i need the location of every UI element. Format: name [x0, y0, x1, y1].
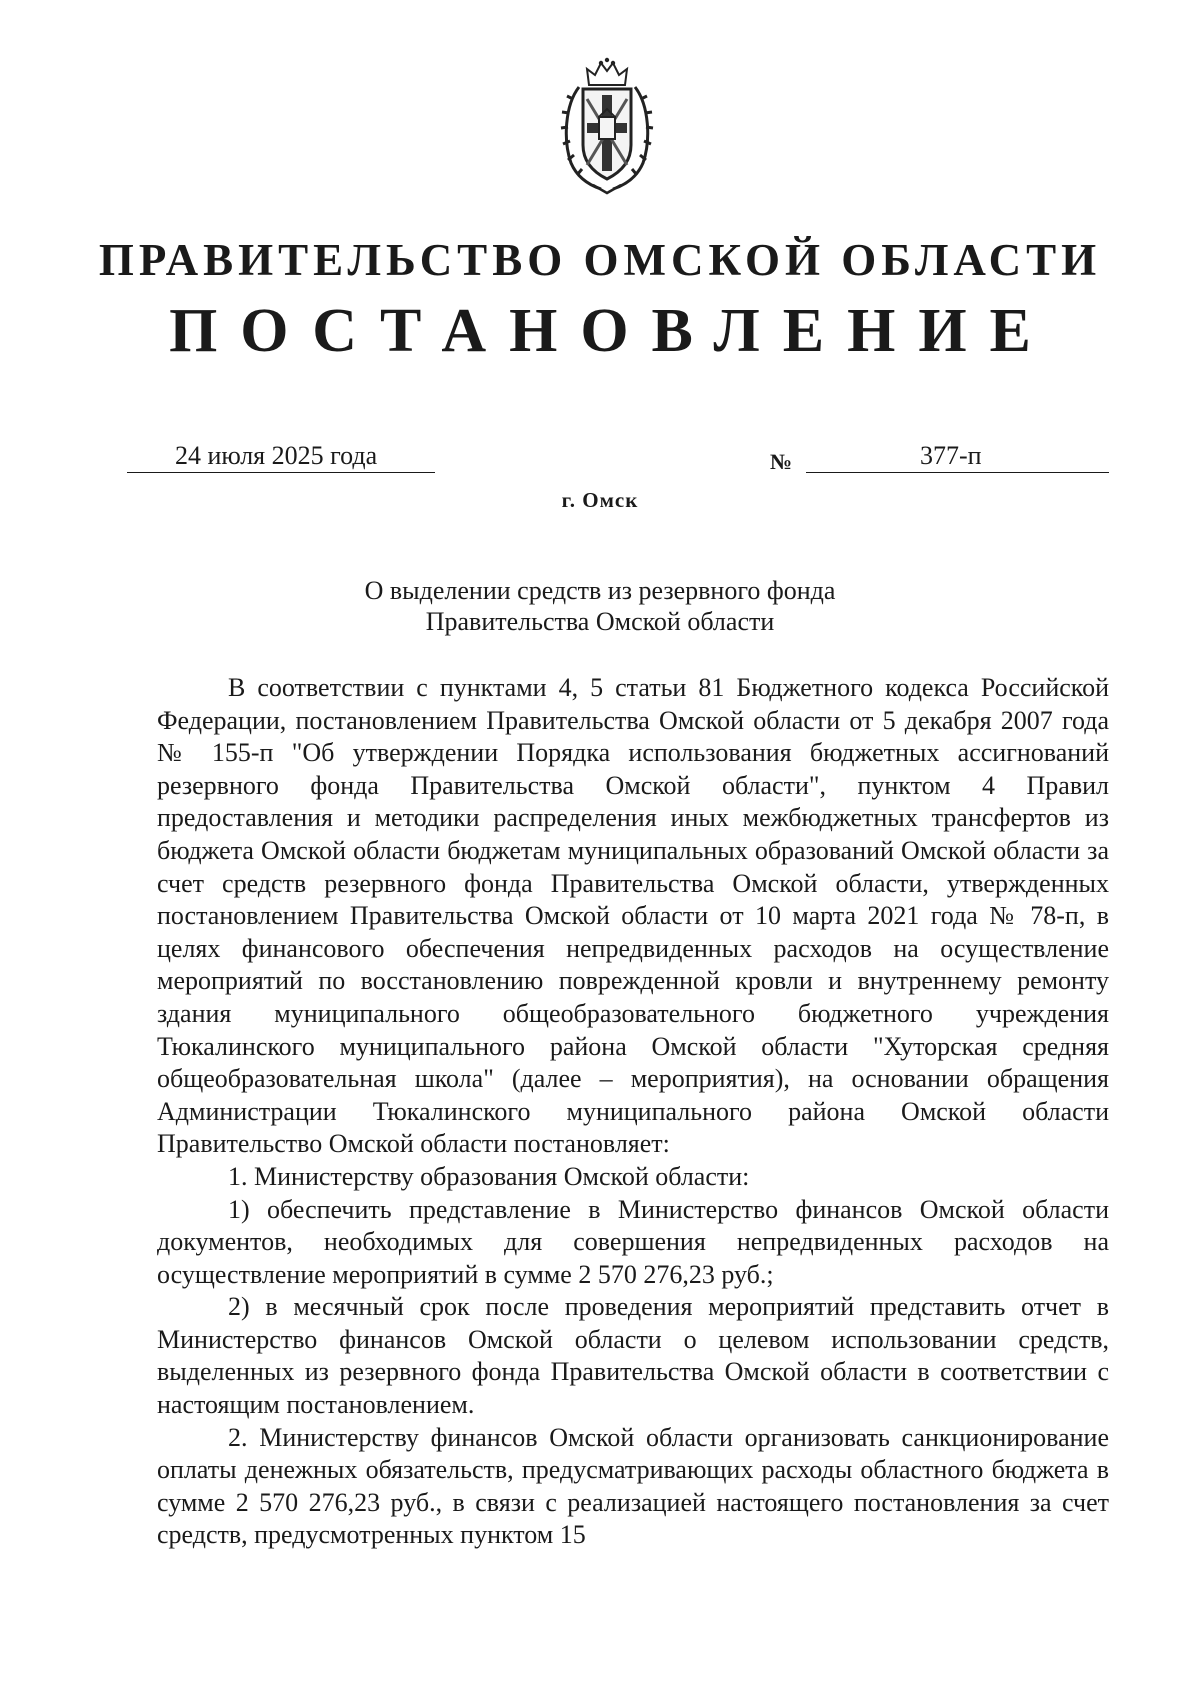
body-paragraph-item-1-1: 1) обеспечить представление в Министерство финансов Омской области документов, необходимых для совершения непредвиденных расходов на осуществление мероприятий в сумме 2 570 276,23 руб.; [157, 1194, 1109, 1289]
document-city: г. Омск [561, 488, 639, 512]
number-sign-label: № [770, 449, 793, 474]
document-body [157, 672, 1109, 1552]
document-number: 377-п [920, 441, 982, 470]
body-paragraph-item-1: 1. Министерству образования Омской области: [228, 1161, 750, 1191]
government-title: ПРАВИТЕЛЬСТВО ОМСКОЙ ОБЛАСТИ [98, 235, 1102, 285]
body-paragraph-item-2: 2. Министерству финансов Омской области организовать санкционирование оплаты денежных обязательств, предусматривающих расходы областного бюджета в сумме 2 570 276,23 руб., в связи с реализацией настоящего постановления за счет средств, предусмотренных пунктом 15 [157, 1422, 1109, 1550]
omsk-coat-of-arms-emblem [557, 55, 657, 195]
subject-line-1: О выделении средств из резервного фонда [364, 576, 836, 605]
document-subject [0, 575, 1200, 637]
body-paragraph-preamble: В соответствии с пунктами 4, 5 статьи 81 Бюджетного кодекса Российской Федерации, постановлением Правительства Омской области от 5 декабря 2007 года № 155-п "Об утверждении Порядка использования бюджетных ассигнований резервного фонда Правительства Омской области", пунктом 4 Правил предоставления и методики распределения иных межбюджетных трансфертов из бюджета Омской области бюджетам муниципальных образований Омской области за счет средств резервного фонда Правительства Омской области, утвержденных постановлением Правительства Омской области от 10 марта 2021 года № 78-п, в целях финансового обеспечения непредвиденных расходов на осуществление мероприятий по восстановлению поврежденной кровли и внутреннему ремонту здания муниципального общеобразовательного бюджетного учреждения Тюкалинского муниципального района Омской области "Хуторская средняя общеобразовательная школа" (далее – мероприятия), на основании обращения Администрации Тюкалинского муниципального района Омской области Правительство Омской области постановляет: [157, 673, 1109, 1159]
body-paragraph-item-1-2: 2) в месячный срок после проведения мероприятий представить отчет в Министерство финансов Омской области о целевом использовании средств, выделенных из резервного фонда Правительства Омской области в соответствии с настоящим постановлением. [157, 1292, 1109, 1420]
document-type-title: ПОСТАНОВЛЕНИЕ [169, 297, 1054, 365]
document-date-field [127, 440, 435, 473]
document-number-field [806, 440, 1109, 473]
document-date: 24 июля 2025 года [175, 441, 378, 470]
subject-line-2: Правительства Омской области [425, 607, 775, 636]
